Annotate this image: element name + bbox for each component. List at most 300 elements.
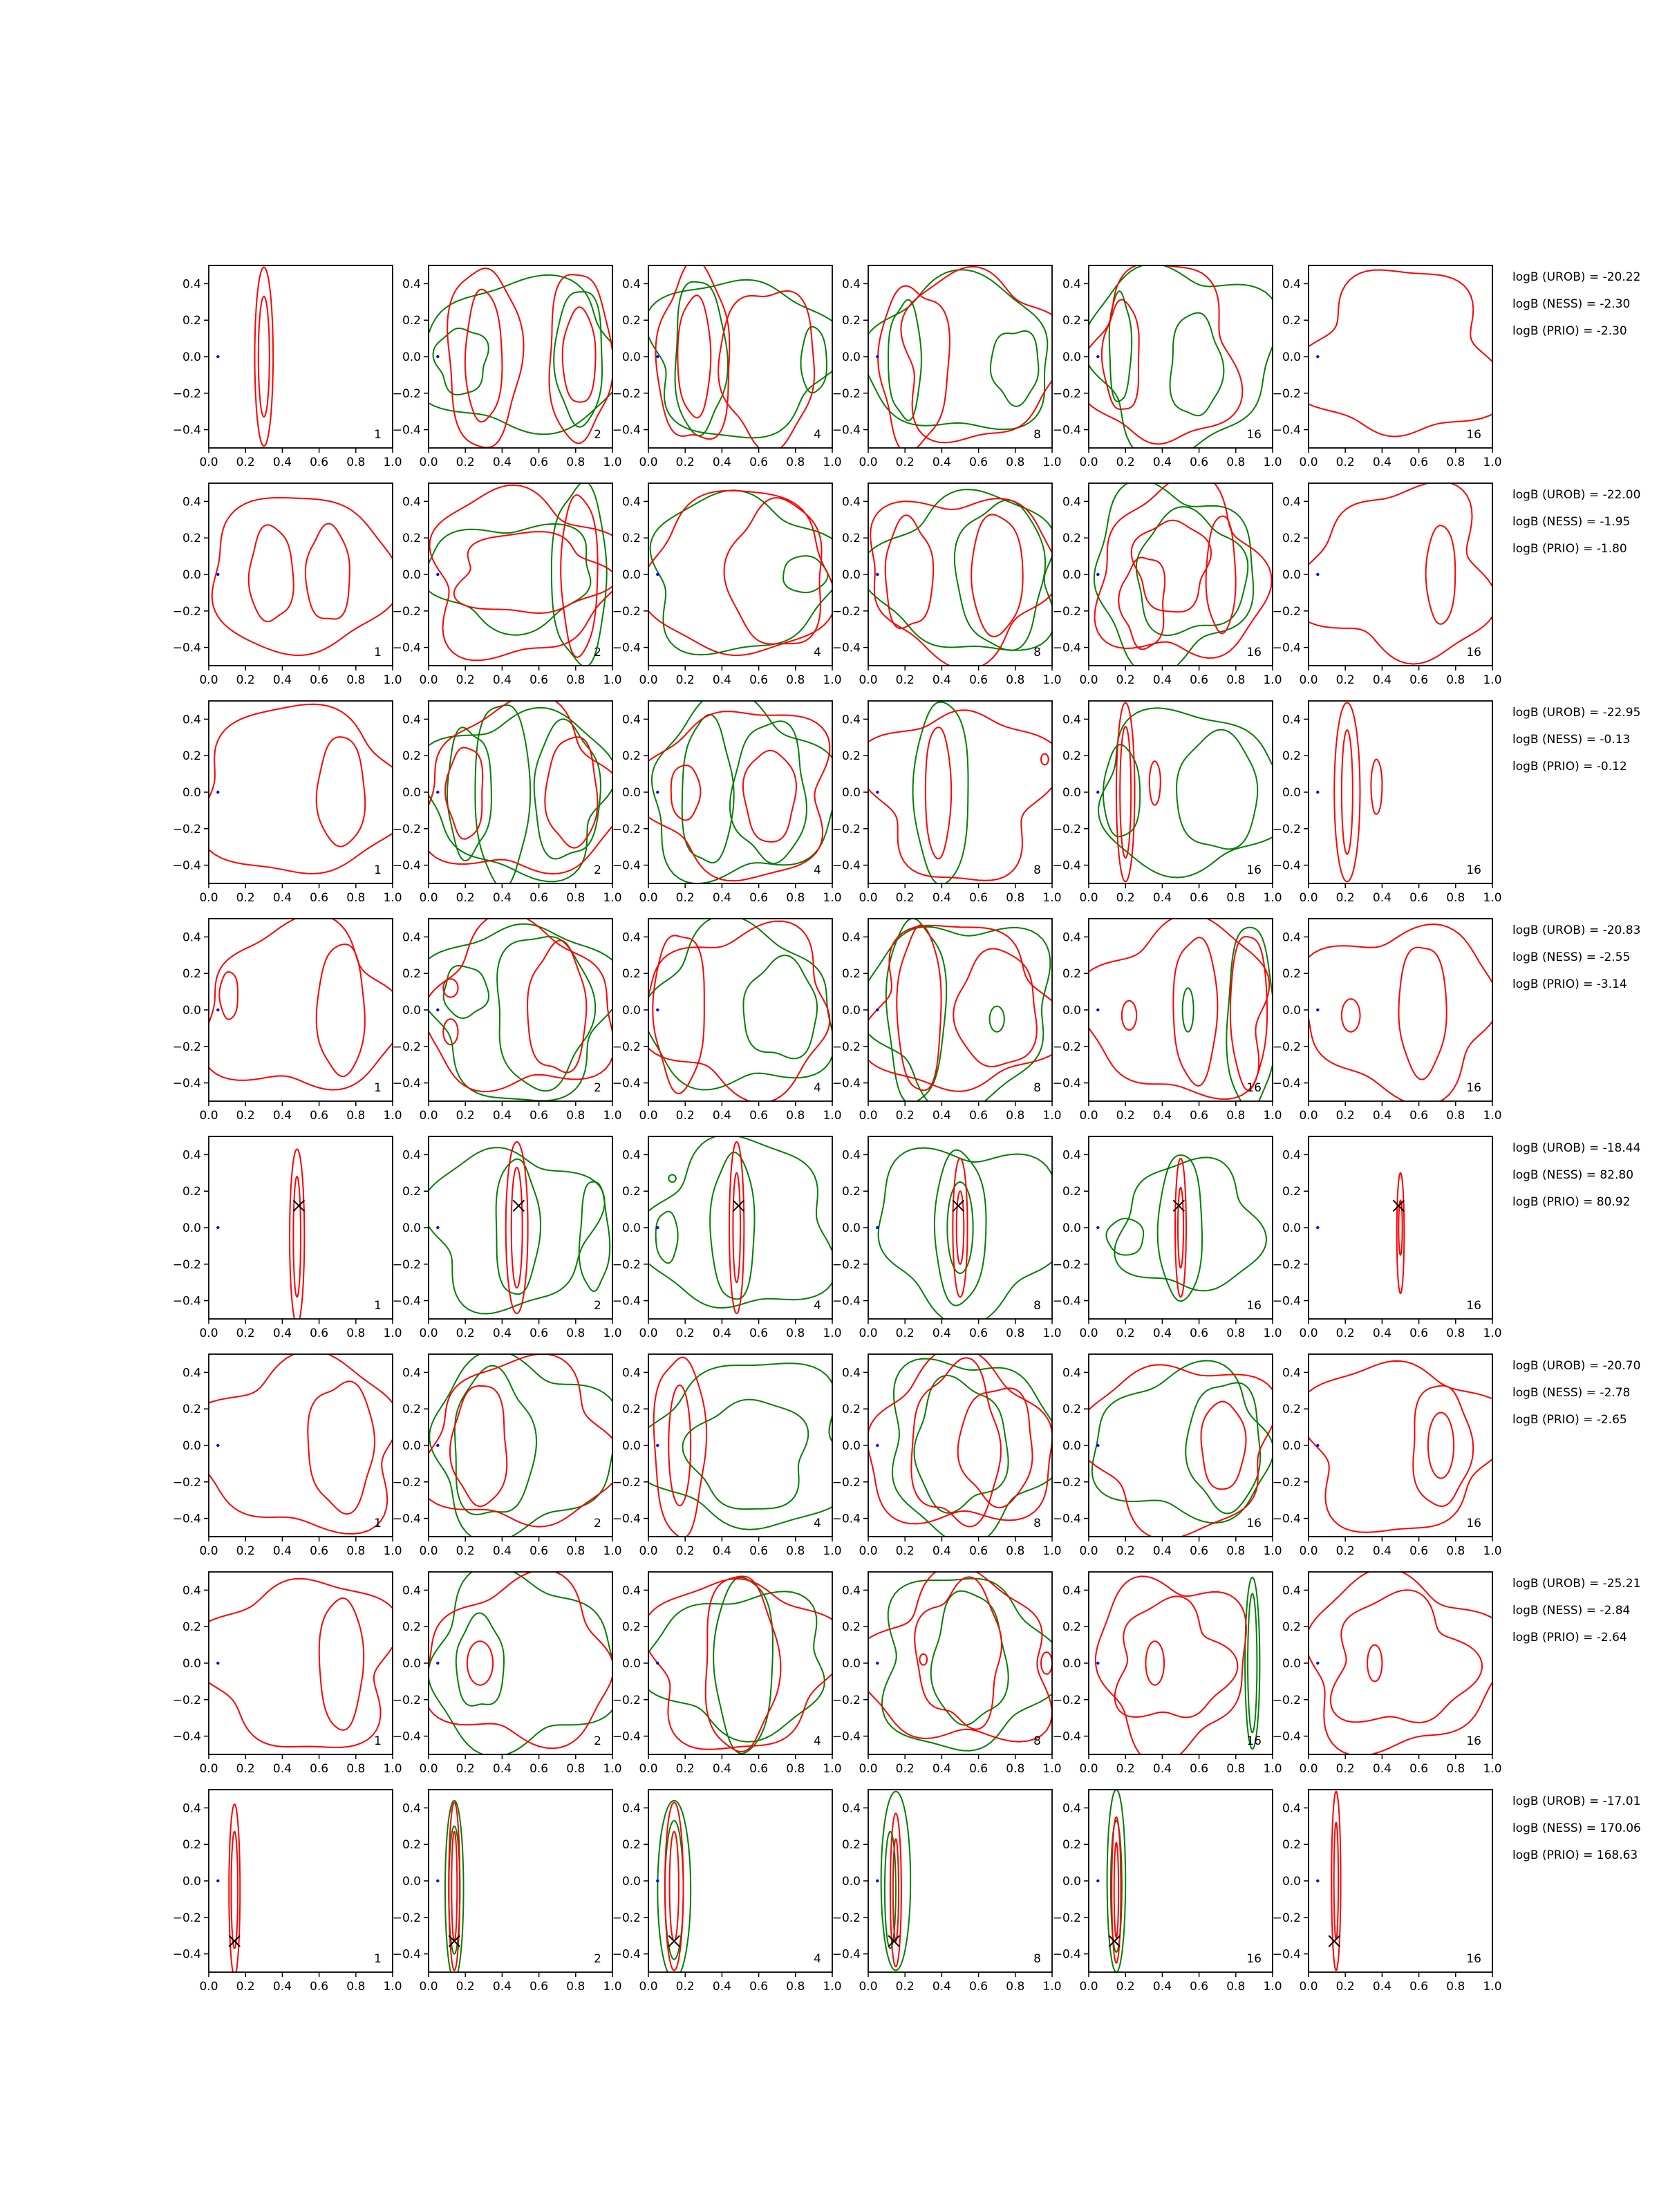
x-tick-label: 1.0 bbox=[1042, 673, 1062, 687]
red-contour bbox=[641, 491, 836, 655]
x-tick-label: 1.0 bbox=[1483, 891, 1502, 905]
x-tick-label: 0.0 bbox=[419, 456, 438, 469]
red-contour bbox=[1112, 1817, 1121, 1963]
y-tick-label: 0.0 bbox=[1062, 1875, 1081, 1888]
origin-point bbox=[436, 355, 439, 358]
x-tick-label: 1.0 bbox=[1483, 1109, 1502, 1123]
y-tick-label: 0.0 bbox=[182, 1439, 201, 1453]
y-tick-label: −0.2 bbox=[392, 386, 421, 401]
green-contour bbox=[665, 1821, 684, 1960]
x-tick-label: 0.4 bbox=[492, 1980, 512, 1994]
x-tick-label: 0.6 bbox=[310, 456, 329, 469]
axes-frame bbox=[868, 701, 1052, 883]
x-tick-label: 0.8 bbox=[566, 1544, 585, 1558]
x-tick-label: 1.0 bbox=[1042, 1327, 1062, 1340]
x-tick-label: 0.4 bbox=[1152, 1980, 1172, 1994]
red-contour bbox=[1342, 999, 1360, 1032]
panel-count-label: 2 bbox=[594, 1734, 601, 1748]
plot-area bbox=[423, 1142, 610, 1314]
x-tick-label: 0.4 bbox=[712, 1109, 731, 1123]
y-tick-label: −0.2 bbox=[1272, 1911, 1301, 1925]
y-tick-label: 0.4 bbox=[841, 930, 861, 945]
subplot-panel bbox=[1053, 1790, 1282, 1994]
origin-point bbox=[436, 791, 439, 794]
y-tick-label: −0.4 bbox=[172, 1730, 201, 1744]
green-contour bbox=[675, 282, 728, 436]
red-contour bbox=[901, 267, 1069, 443]
green-contour bbox=[413, 275, 624, 434]
y-tick-label: 0.0 bbox=[1062, 350, 1081, 364]
x-tick-label: 1.0 bbox=[383, 1109, 402, 1123]
panel-count-label: 16 bbox=[1466, 1517, 1481, 1530]
x-tick-label: 0.4 bbox=[272, 1980, 292, 1994]
x-tick-label: 0.4 bbox=[492, 1762, 512, 1776]
plot-area bbox=[868, 1347, 1064, 1545]
green-contour bbox=[475, 705, 530, 888]
x-tick-label: 1.0 bbox=[383, 1762, 402, 1776]
x-tick-label: 1.0 bbox=[1263, 1327, 1282, 1340]
red-contour bbox=[1041, 1652, 1052, 1674]
x-tick-label: 0.0 bbox=[859, 1544, 878, 1558]
x-tick-label: 0.6 bbox=[310, 1109, 329, 1123]
panel-count-label: 8 bbox=[1033, 1952, 1041, 1966]
red-contour bbox=[1342, 730, 1353, 854]
x-tick-label: 0.6 bbox=[1409, 1544, 1429, 1558]
y-tick-label: −0.2 bbox=[832, 1475, 861, 1490]
logb-annotation: logB (PRIO) = -3.14 bbox=[1512, 977, 1627, 991]
y-tick-label: 0.0 bbox=[621, 1875, 641, 1888]
x-tick-label: 0.0 bbox=[1079, 1109, 1098, 1123]
x-tick-label: 0.0 bbox=[859, 456, 878, 469]
red-contour bbox=[465, 290, 503, 422]
x-tick-label: 0.2 bbox=[1335, 1762, 1355, 1776]
plot-area bbox=[1306, 1568, 1509, 1756]
x-tick-label: 1.0 bbox=[823, 1109, 842, 1123]
y-tick-label: 0.4 bbox=[402, 930, 421, 945]
x-tick-label: 0.2 bbox=[236, 1327, 255, 1340]
y-tick-label: 0.0 bbox=[841, 350, 861, 364]
x-tick-label: 0.8 bbox=[786, 1109, 805, 1123]
x-tick-label: 0.2 bbox=[675, 1544, 695, 1558]
y-tick-label: 0.2 bbox=[182, 1185, 201, 1199]
x-tick-label: 0.8 bbox=[346, 1544, 366, 1558]
green-contour bbox=[429, 1566, 619, 1756]
x-tick-label: 0.8 bbox=[1446, 1544, 1465, 1558]
y-tick-label: 0.0 bbox=[1282, 350, 1301, 364]
x-tick-label: 0.8 bbox=[346, 1109, 366, 1123]
red-contour bbox=[219, 972, 238, 1020]
y-tick-label: −0.2 bbox=[172, 604, 201, 619]
x-tick-label: 0.4 bbox=[712, 891, 731, 905]
x-tick-label: 0.2 bbox=[456, 1980, 475, 1994]
y-tick-label: −0.4 bbox=[1272, 1076, 1301, 1091]
green-contour bbox=[644, 915, 834, 1090]
x-tick-label: 1.0 bbox=[1483, 673, 1502, 687]
y-tick-label: 0.4 bbox=[402, 1148, 421, 1163]
y-tick-label: 0.4 bbox=[182, 713, 201, 727]
y-tick-label: 0.4 bbox=[1062, 1148, 1081, 1163]
green-contour bbox=[955, 500, 1045, 650]
x-tick-label: 0.0 bbox=[199, 1544, 218, 1558]
x-tick-label: 0.6 bbox=[749, 673, 769, 687]
y-tick-label: 0.2 bbox=[621, 749, 641, 764]
y-tick-label: −0.2 bbox=[392, 1475, 421, 1490]
red-contour bbox=[1331, 1590, 1482, 1723]
y-tick-label: −0.2 bbox=[832, 386, 861, 401]
subplot-panel bbox=[393, 695, 625, 906]
x-tick-label: 0.8 bbox=[346, 1762, 366, 1776]
x-tick-label: 1.0 bbox=[1042, 456, 1062, 469]
y-tick-label: 0.0 bbox=[182, 568, 201, 582]
x-tick-label: 0.6 bbox=[749, 456, 769, 469]
x-tick-label: 0.0 bbox=[419, 1762, 438, 1776]
x-tick-label: 0.6 bbox=[529, 1980, 549, 1994]
red-contour bbox=[644, 1579, 848, 1750]
plot-area bbox=[1291, 482, 1497, 664]
y-tick-label: −0.4 bbox=[392, 859, 421, 873]
y-tick-label: −0.2 bbox=[612, 1911, 641, 1925]
x-tick-label: 0.6 bbox=[529, 1327, 549, 1340]
red-contour bbox=[1371, 760, 1382, 814]
y-tick-label: 0.4 bbox=[402, 1584, 421, 1598]
truth-marker bbox=[668, 1936, 679, 1947]
x-tick-label: 0.4 bbox=[1372, 673, 1391, 687]
x-tick-label: 1.0 bbox=[1263, 1109, 1282, 1123]
x-tick-label: 0.4 bbox=[932, 891, 951, 905]
red-contour bbox=[897, 925, 941, 1090]
subplot-panel bbox=[832, 265, 1069, 469]
red-contour bbox=[1230, 937, 1267, 1090]
logb-annotation: logB (PRIO) = -2.30 bbox=[1512, 324, 1627, 338]
y-tick-label: −0.2 bbox=[612, 1475, 641, 1490]
y-tick-label: 0.2 bbox=[1282, 1185, 1301, 1199]
x-tick-label: 0.4 bbox=[272, 1762, 292, 1776]
y-tick-label: −0.2 bbox=[172, 1911, 201, 1925]
plot-area bbox=[657, 1801, 691, 1980]
panel-count-label: 2 bbox=[594, 1081, 601, 1095]
y-tick-label: −0.4 bbox=[832, 641, 861, 655]
origin-point bbox=[216, 355, 219, 358]
plot-area bbox=[290, 1150, 304, 1324]
x-tick-label: 0.8 bbox=[786, 1327, 805, 1340]
x-tick-label: 0.8 bbox=[1226, 1327, 1246, 1340]
plot-area bbox=[640, 1576, 847, 1753]
x-tick-label: 0.4 bbox=[1372, 456, 1391, 469]
red-contour bbox=[424, 1570, 614, 1748]
panel-count-label: 16 bbox=[1246, 428, 1262, 442]
y-tick-label: 0.2 bbox=[841, 1838, 861, 1853]
subplot-panel bbox=[832, 1347, 1064, 1558]
y-tick-label: −0.2 bbox=[1052, 1040, 1081, 1054]
x-tick-label: 1.0 bbox=[603, 1109, 622, 1123]
logb-annotation: logB (NESS) = 170.06 bbox=[1512, 1821, 1641, 1835]
x-tick-label: 0.0 bbox=[639, 673, 658, 687]
y-tick-label: 0.4 bbox=[621, 495, 641, 509]
x-tick-label: 0.4 bbox=[932, 673, 951, 687]
x-tick-label: 0.4 bbox=[712, 1980, 731, 1994]
x-tick-label: 0.0 bbox=[1079, 456, 1098, 469]
x-tick-label: 0.8 bbox=[1446, 456, 1465, 469]
origin-point bbox=[656, 355, 659, 358]
x-tick-label: 1.0 bbox=[1042, 1544, 1062, 1558]
x-tick-label: 0.6 bbox=[969, 1980, 988, 1994]
red-contour bbox=[1397, 1173, 1405, 1293]
logb-annotation: logB (UROB) = -20.83 bbox=[1512, 924, 1641, 937]
y-tick-label: −0.4 bbox=[1052, 423, 1081, 438]
y-tick-label: −0.2 bbox=[832, 1040, 861, 1054]
x-tick-label: 0.0 bbox=[199, 1327, 218, 1340]
plot-area bbox=[1094, 473, 1272, 676]
x-tick-label: 0.0 bbox=[1299, 891, 1318, 905]
subplot-panel bbox=[832, 701, 1062, 905]
panel-count-label: 16 bbox=[1466, 428, 1481, 442]
x-tick-label: 0.6 bbox=[969, 891, 988, 905]
plot-area bbox=[635, 1135, 836, 1313]
axes-frame bbox=[1309, 1354, 1492, 1537]
green-contour bbox=[886, 919, 946, 1103]
red-contour bbox=[920, 1654, 928, 1665]
green-contour bbox=[744, 955, 818, 1058]
red-contour bbox=[454, 532, 616, 613]
y-tick-label: −0.2 bbox=[832, 822, 861, 836]
panel-count-label: 1 bbox=[374, 428, 382, 442]
x-tick-label: 0.6 bbox=[969, 456, 988, 469]
x-tick-label: 0.6 bbox=[310, 1327, 329, 1340]
panel-count-label: 8 bbox=[1033, 1517, 1041, 1530]
x-tick-label: 0.0 bbox=[419, 1544, 438, 1558]
panel-count-label: 8 bbox=[1033, 863, 1041, 877]
plot-area bbox=[1107, 1155, 1266, 1301]
red-contour bbox=[1122, 1001, 1136, 1030]
origin-point bbox=[216, 791, 219, 794]
subplot-panel bbox=[173, 265, 402, 469]
y-tick-label: −0.2 bbox=[612, 386, 641, 401]
red-contour bbox=[1367, 1645, 1382, 1682]
red-contour bbox=[563, 307, 596, 402]
panel-count-label: 16 bbox=[1466, 1734, 1481, 1748]
green-contour bbox=[416, 924, 623, 1101]
panel-count-label: 1 bbox=[374, 863, 382, 877]
x-tick-label: 0.0 bbox=[639, 891, 658, 905]
red-contour bbox=[654, 1358, 706, 1538]
x-tick-label: 0.0 bbox=[1079, 673, 1098, 687]
truth-marker bbox=[953, 1200, 964, 1211]
x-tick-label: 1.0 bbox=[1483, 1980, 1502, 1994]
x-tick-label: 1.0 bbox=[383, 1544, 402, 1558]
y-tick-label: −0.4 bbox=[832, 859, 861, 873]
y-tick-label: 0.2 bbox=[402, 1403, 421, 1417]
green-contour bbox=[455, 1366, 536, 1515]
subplot-panel bbox=[1273, 1136, 1502, 1340]
y-tick-label: −0.2 bbox=[392, 822, 421, 836]
plot-area bbox=[200, 704, 415, 874]
x-tick-label: 0.6 bbox=[1190, 1327, 1209, 1340]
y-tick-label: 0.4 bbox=[1062, 1366, 1081, 1380]
y-tick-label: 0.4 bbox=[1282, 1148, 1301, 1163]
subplot-panel bbox=[1053, 473, 1282, 687]
x-tick-label: 0.8 bbox=[786, 1980, 805, 1994]
panel-count-label: 1 bbox=[374, 1299, 382, 1313]
y-tick-label: −0.2 bbox=[1052, 386, 1081, 401]
x-tick-label: 0.0 bbox=[419, 1109, 438, 1123]
x-tick-label: 0.2 bbox=[675, 1109, 695, 1123]
y-tick-label: 0.4 bbox=[1282, 495, 1301, 509]
figure-row bbox=[173, 260, 1641, 469]
y-tick-label: −0.4 bbox=[1272, 1294, 1301, 1309]
x-tick-label: 1.0 bbox=[823, 891, 842, 905]
y-tick-label: 0.2 bbox=[182, 749, 201, 764]
red-contour bbox=[1102, 300, 1139, 410]
x-tick-label: 0.4 bbox=[1152, 673, 1172, 687]
plot-area bbox=[1076, 1360, 1277, 1539]
y-tick-label: 0.4 bbox=[402, 1366, 421, 1380]
origin-point bbox=[216, 1662, 219, 1665]
x-tick-label: 0.4 bbox=[712, 1762, 731, 1776]
y-tick-label: 0.4 bbox=[182, 1801, 201, 1816]
subplot-panel bbox=[612, 1572, 848, 1776]
y-tick-label: 0.2 bbox=[841, 1185, 861, 1199]
plot-area bbox=[413, 268, 624, 447]
x-tick-label: 0.2 bbox=[456, 1544, 475, 1558]
y-tick-label: 0.2 bbox=[1062, 1838, 1081, 1853]
red-contour bbox=[290, 1150, 304, 1324]
x-tick-label: 0.6 bbox=[1409, 1327, 1429, 1340]
y-tick-label: −0.4 bbox=[612, 1512, 641, 1526]
origin-point bbox=[1316, 1662, 1319, 1665]
red-contour bbox=[1334, 1823, 1338, 1940]
x-tick-label: 0.4 bbox=[1372, 1762, 1391, 1776]
x-tick-label: 0.8 bbox=[1006, 1327, 1025, 1340]
y-tick-label: 0.0 bbox=[1282, 568, 1301, 582]
y-tick-label: −0.4 bbox=[172, 1512, 201, 1526]
figure-row bbox=[173, 690, 1641, 905]
red-contour bbox=[1116, 703, 1135, 882]
plot-area bbox=[862, 267, 1069, 453]
red-contour bbox=[1286, 270, 1508, 437]
logb-annotation: logB (PRIO) = -1.80 bbox=[1512, 542, 1627, 556]
y-tick-label: 0.4 bbox=[182, 930, 201, 945]
subplot-panel bbox=[612, 260, 847, 469]
origin-point bbox=[436, 1662, 439, 1665]
origin-point bbox=[1096, 355, 1099, 358]
y-tick-label: −0.2 bbox=[392, 1257, 421, 1272]
y-tick-label: 0.2 bbox=[1282, 967, 1301, 982]
origin-point bbox=[1096, 1880, 1099, 1882]
y-tick-label: −0.4 bbox=[172, 1947, 201, 1962]
y-tick-label: −0.4 bbox=[1052, 1294, 1081, 1309]
x-tick-label: 0.6 bbox=[969, 1327, 988, 1340]
x-tick-label: 0.2 bbox=[1116, 1544, 1135, 1558]
y-tick-label: 0.0 bbox=[182, 350, 201, 364]
x-tick-label: 1.0 bbox=[603, 673, 622, 687]
x-tick-label: 0.8 bbox=[1226, 1109, 1246, 1123]
y-tick-label: 0.0 bbox=[402, 1875, 421, 1888]
green-contour bbox=[656, 1212, 678, 1264]
red-contour bbox=[665, 1803, 684, 1971]
subplot-panel bbox=[173, 1572, 402, 1776]
y-tick-label: 0.4 bbox=[1282, 1366, 1301, 1380]
green-contour bbox=[1114, 1157, 1266, 1291]
logb-annotation: logB (NESS) = -2.55 bbox=[1512, 950, 1631, 964]
axes-frame bbox=[429, 1790, 612, 1972]
x-tick-label: 0.2 bbox=[675, 456, 695, 469]
plot-area bbox=[1076, 915, 1276, 1110]
subplot-panel bbox=[393, 1351, 623, 1558]
y-tick-label: 0.2 bbox=[1062, 314, 1081, 328]
x-tick-label: 0.6 bbox=[1190, 1980, 1209, 1994]
plot-area bbox=[630, 1358, 852, 1538]
y-tick-label: −0.2 bbox=[1272, 604, 1301, 619]
y-tick-label: −0.4 bbox=[392, 1294, 421, 1309]
x-tick-label: 0.2 bbox=[675, 1762, 695, 1776]
x-tick-label: 1.0 bbox=[603, 891, 622, 905]
origin-point bbox=[1096, 791, 1099, 794]
y-tick-label: 0.2 bbox=[841, 532, 861, 546]
y-tick-label: −0.2 bbox=[1052, 1911, 1081, 1925]
x-tick-label: 0.4 bbox=[272, 456, 292, 469]
y-tick-label: 0.2 bbox=[182, 1403, 201, 1417]
y-tick-label: 0.0 bbox=[1062, 1004, 1081, 1018]
panel-count-label: 16 bbox=[1466, 1081, 1481, 1095]
plot-area bbox=[861, 489, 1059, 670]
x-tick-label: 0.2 bbox=[456, 891, 475, 905]
x-tick-label: 0.8 bbox=[1006, 1980, 1025, 1994]
x-tick-label: 0.8 bbox=[1446, 1762, 1465, 1776]
green-contour bbox=[552, 482, 607, 667]
x-tick-label: 0.2 bbox=[236, 673, 255, 687]
x-tick-label: 0.6 bbox=[310, 1980, 329, 1994]
red-contour bbox=[1076, 1365, 1277, 1539]
x-tick-label: 0.8 bbox=[1006, 891, 1025, 905]
y-tick-label: 0.4 bbox=[841, 713, 861, 727]
plot-area bbox=[212, 498, 401, 655]
x-tick-label: 0.8 bbox=[346, 1327, 366, 1340]
axes-frame bbox=[429, 483, 612, 666]
y-tick-label: −0.4 bbox=[832, 1947, 861, 1962]
axes-frame bbox=[648, 919, 832, 1101]
figure-row bbox=[173, 1566, 1641, 1776]
y-tick-label: 0.0 bbox=[182, 1657, 201, 1671]
green-contour bbox=[915, 1376, 1009, 1513]
plot-area bbox=[1096, 1576, 1260, 1764]
red-contour bbox=[668, 1385, 691, 1506]
axes-frame bbox=[209, 483, 393, 666]
axes-frame bbox=[1089, 483, 1273, 666]
y-tick-label: −0.4 bbox=[172, 1294, 201, 1309]
axes-frame bbox=[648, 483, 832, 666]
x-tick-label: 0.4 bbox=[1372, 1980, 1391, 1994]
y-tick-label: −0.4 bbox=[612, 641, 641, 655]
red-contour bbox=[653, 935, 704, 1094]
red-contour bbox=[1175, 1159, 1186, 1297]
green-contour bbox=[635, 1135, 836, 1308]
red-contour bbox=[1399, 948, 1447, 1080]
y-tick-label: 0.0 bbox=[1062, 1439, 1081, 1453]
x-tick-label: 0.2 bbox=[895, 1327, 915, 1340]
green-contour bbox=[935, 1150, 986, 1306]
x-tick-label: 0.8 bbox=[1226, 673, 1246, 687]
y-tick-label: −0.2 bbox=[832, 1693, 861, 1707]
panel-count-label: 16 bbox=[1466, 1299, 1481, 1313]
plot-area bbox=[1286, 270, 1508, 437]
subplot-panel bbox=[173, 1790, 402, 1994]
origin-point bbox=[656, 791, 659, 794]
origin-point bbox=[216, 1880, 219, 1882]
red-contour bbox=[1413, 1386, 1473, 1506]
y-tick-label: 0.0 bbox=[402, 1004, 421, 1018]
logb-annotation: logB (NESS) = 82.80 bbox=[1512, 1168, 1634, 1182]
y-tick-label: 0.4 bbox=[1062, 713, 1081, 727]
